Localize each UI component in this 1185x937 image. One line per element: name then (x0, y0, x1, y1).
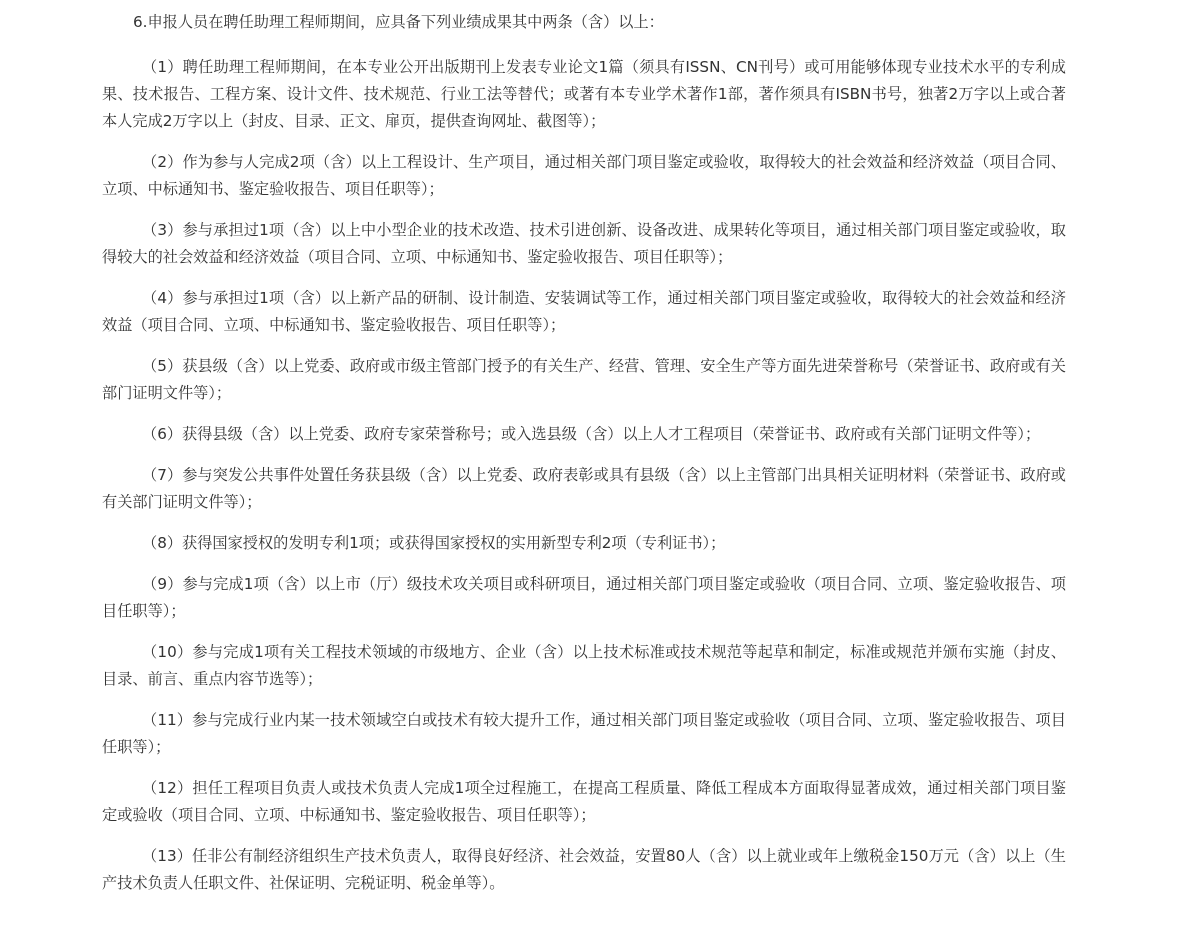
requirement-item-4: （4）参与承担过1项（含）以上新产品的研制、设计制造、安装调试等工作，通过相关部门项目鉴定或验收，取得较大的社会效益和经济效益（项目合同、立项、中标通知书、鉴定验收报告、项目任职等）； (102, 289, 1066, 334)
requirement-item-7: （7）参与突发公共事件处置任务获县级（含）以上党委、政府表彰或具有县级（含）以上主管部门出具相关证明材料（荣誉证书、政府或有关部门证明文件等）； (102, 466, 1066, 511)
requirement-item-8: （8）获得国家授权的发明专利1项；或获得国家授权的实用新型专利2项（专利证书）； (142, 534, 726, 552)
requirement-item-3: （3）参与承担过1项（含）以上中小型企业的技术改造、技术引进创新、设备改进、成果转化等项目，通过相关部门项目鉴定或验收，取得较大的社会效益和经济效益（项目合同、立项、中标通知书、鉴定验收报告、项目任职等）； (102, 221, 1066, 266)
article-content (102, 9, 1066, 897)
requirement-item-1: （1）聘任助理工程师期间，在本专业公开出版期刊上发表专业论文1篇（须具有ISSN、CN刊号）或可用能够体现专业技术水平的专利成果、技术报告、工程方案、设计文件、技术规范、行业工法等替代；或著有本专业学术著作1部，著作须具有ISBN书号，独著2万字以上或合著本人完成2万字以上（封皮、目录、正文、扉页，提供查询网址、截图等）； (102, 58, 1066, 130)
requirement-item-13: （13）任非公有制经济组织生产技术负责人，取得良好经济、社会效益，安置80人（含）以上就业或年上缴税金150万元（含）以上（生产技术负责人任职文件、社保证明、完税证明、税金单等）。 (102, 847, 1066, 892)
requirement-item-10: （10）参与完成1项有关工程技术领域的市级地方、企业（含）以上技术标准或技术规范等起草和制定，标准或规范并颁布实施（封皮、目录、前言、重点内容节选等）； (102, 643, 1066, 688)
requirement-item-11: （11）参与完成行业内某一技术领域空白或技术有较大提升工作，通过相关部门项目鉴定或验收（项目合同、立项、鉴定验收报告、项目任职等）； (102, 711, 1066, 756)
requirement-item-2: （2）作为参与人完成2项（含）以上工程设计、生产项目，通过相关部门项目鉴定或验收，取得较大的社会效益和经济效益（项目合同、立项、中标通知书、鉴定验收报告、项目任职等）； (102, 153, 1066, 198)
requirement-item-6: （6）获得县级（含）以上党委、政府专家荣誉称号；或入选县级（含）以上人才工程项目（荣誉证书、政府或有关部门证明文件等）； (142, 425, 1041, 443)
requirement-item-5: （5）获县级（含）以上党委、政府或市级主管部门授予的有关生产、经营、管理、安全生产等方面先进荣誉称号（荣誉证书、政府或有关部门证明文件等）； (102, 357, 1066, 402)
section-heading: 6.申报人员在聘任助理工程师期间，应具备下列业绩成果其中两条（含）以上： (133, 13, 664, 31)
requirement-item-9: （9）参与完成1项（含）以上市（厅）级技术攻关项目或科研项目，通过相关部门项目鉴定或验收（项目合同、立项、鉴定验收报告、项目任职等）； (102, 575, 1066, 620)
requirement-item-12: （12）担任工程项目负责人或技术负责人完成1项全过程施工，在提高工程质量、降低工程成本方面取得显著成效，通过相关部门项目鉴定或验收（项目合同、立项、中标通知书、鉴定验收报告、项目任职等）； (102, 779, 1066, 824)
